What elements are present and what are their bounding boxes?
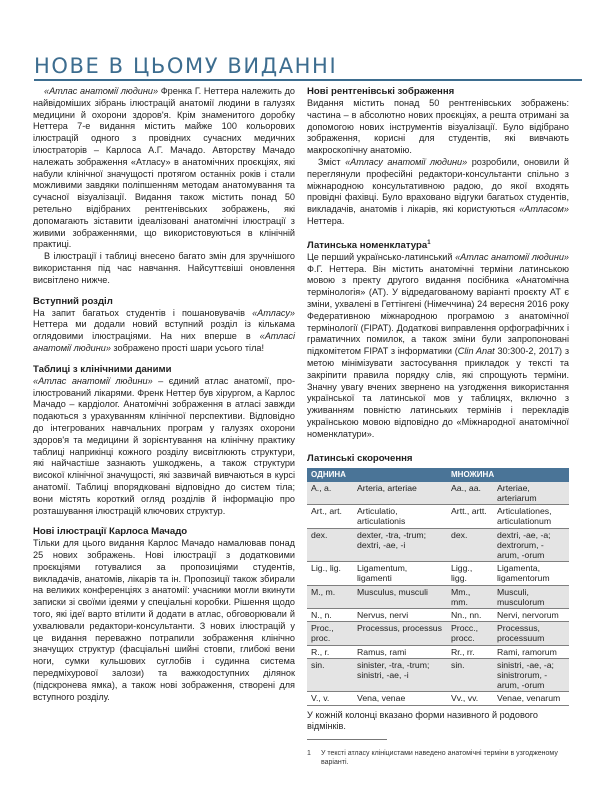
atlas-name: «Атлас анатомії людини» [455,251,569,262]
singular-abbr: M., m. [307,585,353,608]
plural-full: Processus, processuum [493,622,569,645]
plural-full: Musculi, musculorum [493,585,569,608]
abbrev-row [307,692,569,705]
atlas-name: «Атласі анатомії людини» [33,331,295,353]
footnote-text: У тексті атласу клініцистами наведено анатомічні терміни в узгодженому варіанті. [321,750,558,766]
singular-abbr: dex. [307,528,353,562]
footnote-rule [307,739,387,740]
plural-abbr: Mm., mm. [447,585,493,608]
text-part: розробили, оновили й переглянули професійні редактори-консультанти спільно з міжнародною консультативною радою, до якої входять провідні фахівці. Було враховано відгуки багатьох студентів, викладачів, анатомів і лікарів, які користуються [307,156,570,215]
plural-full: sinistri, -ae, -a; sinistrorum, -arum, -orum [493,658,569,692]
singular-abbr: Art., art. [307,505,353,528]
singular-full: Nervus, nervi [353,608,447,621]
singular-abbr: sin. [307,658,353,692]
plural-abbr: Artt., artt. [447,505,493,528]
plural-abbr: Procc., procc. [447,622,493,645]
plural-abbr: Rr., rr. [447,645,493,658]
clinical-tables-heading: Таблиці з клінічними даними [33,363,172,375]
singular-abbr: Lig., lig. [307,562,353,585]
heading-text: Латинська номенклатура [307,239,428,251]
footnote-ref: 1 [427,239,431,246]
text-part: зображено прості шари усього тіла! [110,342,265,353]
singular-full: Ligamentum, ligamenti [353,562,447,585]
xray-text-2 [307,157,569,228]
abbrev-row [307,528,569,562]
plural-full: Arteriae, arteriarum [493,482,569,505]
plural-abbr: Ligg., ligg. [447,562,493,585]
singular-abbr: N., n. [307,608,353,621]
atlas-name: «Атласу анатомії людини» [345,156,468,167]
abbrev-row [307,608,569,621]
abbrev-row [307,482,569,505]
singular-full: sinister, -tra, -trum; sinistri, -ae, -i [353,658,447,692]
text-part: Це перший українсько-латинський [307,251,456,262]
singular-abbr: A., a. [307,482,353,505]
plural-abbr: Vv., vv. [447,692,493,705]
plural-full: Rami, ramorum [493,645,569,658]
text-part: – єдиний атлас анатомії, проілюстрований лікарями. Френк Неттер був хірургом, а Карлос Мачадо – кардіолог. Анатомічні зображення в атласі завжди подаються з урахуванням клінічної перспективи. Відповідно до інтегрованих навчальних програм у галузях охорони здоров'я та медицини й зорієнтування на клінічну практику таблиці наприкінці кожного розділу висвітлюють структури, які найчастіше зазнають ушкоджень, а також структури високої клінічної значущості, які зазвичай вивчаються в курсі анатомії. Таблиці впорядковані відповідно до систем тіла; вони містять короткий огляд розділів й інформацію про розташування ілюстрацій ключових структур. [33,375,295,516]
plural-abbr: Nn., nn. [447,608,493,621]
text-part: Неттера ми додали новий вступний розділ із кількама оглядовими ілюстраціями. На них вперше в [33,319,295,342]
abbrev-note: У кожній колонці вказано форми називного й родового відмінків. [307,709,538,732]
abbrev-table-body [307,482,569,705]
plural-abbr: dex. [447,528,493,562]
intro-section-text [33,308,295,355]
page-title: НОВЕ В ЦЬОМУ ВИДАННІ [34,54,338,78]
singular-full: Arteria, arteriae [353,482,447,505]
col-plural: МНОЖИНА [447,468,569,482]
abbrev-row [307,562,569,585]
title-rule [34,79,582,81]
intro-section-heading: Вступний розділ [33,295,113,307]
intro-text: Френка Г. Неттера належить до найвідоміших зібрань ілюстрацій анатомії людини в галузях медицини й охорони здоров'я. Крім знаменитого доробку Неттера 7-е видання містить майже 100 кольорових ілюстрацій одного з провідних сучасних медичних ілюстраторів – Карлоса А.Г. Мачадо. Авторству Мачадо належать зображення «Атласу» в анатомічних проєкціях, які набули клінічної значущості протягом останніх років і стали можливими завдяки поліпшенням методам анатомування та сучасної візуалізації. Видання також містить понад 50 ретельно відібраних рентгенівських зображень, які допомагають зіставити ідеалізовані анатомічні ілюстрації з живими зображеннями, що використовуються в клінічній практиці. [33,86,295,250]
plural-full: Venae, venarum [493,692,569,705]
left-column [33,86,295,703]
clinical-tables-text [33,376,295,518]
atlas-name: «Атласу» [252,307,295,318]
machado-heading: Нові ілюстрації Карлоса Мачадо [33,526,188,538]
citation: Clin Anat [457,346,495,357]
singular-full: Musculus, musculi [353,585,447,608]
xray-text: Видання містить понад 50 рентгенівських зображень: частина – в абсолютно нових проєкціях, а решта отримані за допомогою нових інструментів візуалізації. Було відібрано зображення, корисні для студентів, які вивчають макроскопічну анатомію. [307,98,569,156]
plural-abbr: sin. [447,658,493,692]
nomenclature-heading [307,240,569,252]
abbrev-row [307,658,569,692]
abbrev-row [307,585,569,608]
atlas-name: «Атлас анатомії людини» [33,375,153,386]
abbrev-row [307,622,569,645]
machado-text: Тільки для цього видання Карлос Мачадо намалював понад 25 нових зображень. Нові ілюстрації з додатковими проєкціями готувалися за пропозиціями студентів, викладачів, анатомів, лікарів та ін. Пропозиції також збирали на великих конференціях з анатомії: учасники могли вкинути записки зі своїми ідеями у спеціальні коробки. Рішення щодо того, які ідеї варто втілити й додати в атлас, обговорювали й ухвалювали редактори-консультанти. З нових ілюстрацій у це видання переважно потрапили зображення клінічно значущих структур (фасціальні шийні стовпи, глибокі вени ноги, сумки кульшових суглобів і судинна система передміхурової залози) та важкодоступних ділянок (підскронева ямка), а також нові зображення, створені для вступного розділу. [33,538,295,702]
text-part: 30:300-2, 2017) з метою мінімізувати застосування прикладок у тексті та закріпити правила порядку слів, які спрощують терміни. Значну увагу вчених звернено на узгодження використання української та латинської мов у таблицях, включно з уживанням повністю латинських термінів і перекладів українською мовою відповідно до «Міжнародної анатомічної номенклатури». [307,346,570,439]
singular-full: Ramus, rami [353,645,447,658]
atlas-name: «Атласом» [519,204,569,215]
plural-full: Articulationes, articulationum [493,505,569,528]
plural-abbr: Aa., aa. [447,482,493,505]
plural-full: dextri, -ae, -a; dextrorum, -arum, -orum [493,528,569,562]
right-column [307,86,569,767]
abbrev-table [307,468,569,706]
atlas-name: «Атлас анатомії людини» [44,86,159,96]
singular-full: Articulatio, articulationis [353,505,447,528]
text-part: Зміст [318,156,346,167]
footnote [307,750,569,767]
intro-paragraph [33,86,295,251]
singular-abbr: Proc., proc. [307,622,353,645]
singular-abbr: V., v. [307,692,353,705]
singular-abbr: R., r. [307,645,353,658]
plural-full: Ligamenta, ligamentorum [493,562,569,585]
xray-heading: Нові рентгенівські зображення [307,86,455,97]
intro-paragraph-2: В ілюстрації і таблиці внесено багато змін для зручнішого використання під час навчання. Найсуттєвіші оновлення висвітлено нижче. [33,251,295,285]
abbrev-row [307,645,569,658]
text-part: Неттера. [307,215,345,226]
singular-full: Vena, venae [353,692,447,705]
text-part: Ф.Г. Неттера. Він містить анатомічні терміни латинською мовою з пректу другого видання посібника «Анатомічна термінологія» (AT). У відредагованому варіанті проєкту AT є зміни, ухвалені в Геттінгені (Німеччина) 24 вересня 2016 року Федеративною міжнародною програмою з анатомічної термінології (FIPAT). Додаткові виправлення орфографічних і граматичних помилок, а також зміни були запропоновані підкомітетом FIPAT з інформатики ( [307,263,569,357]
abbrev-heading: Латинські скорочення [307,452,413,464]
singular-full: Processus, processus [353,622,447,645]
col-singular: ОДНИНА [307,468,447,482]
text-part: На запит багатьох студентів і пошановувачів [33,307,253,318]
abbrev-row [307,505,569,528]
plural-full: Nervi, nervorum [493,608,569,621]
singular-full: dexter, -tra, -trum; dextri, -ae, -i [353,528,447,562]
footnote-number: 1 [307,750,311,758]
nomenclature-text [307,252,569,441]
abbrev-table-header [307,468,569,482]
